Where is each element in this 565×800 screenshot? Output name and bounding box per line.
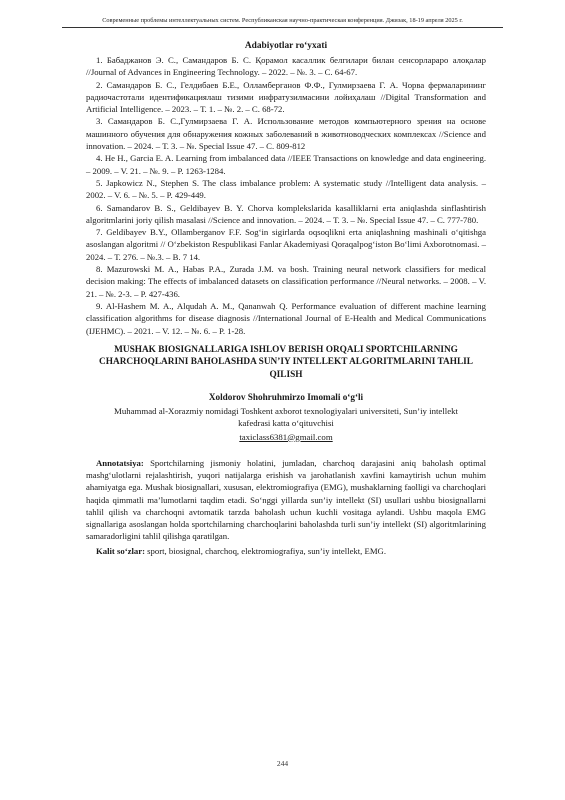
reference-item: 9. Al-Hashem M. A., Alqudah A. M., Qananwah Q. Performance evaluation of different machine learning classification algorithms for disease diagnosis //International Journal of E-Health and Medical Communications (IJEHMC). – 2021. – V. 12. – №. 6. – P. 1-28. — [86, 300, 486, 336]
reference-item: 8. Mazurowski M. A., Habas P.A., Zurada J.M. va bosh. Training neural network classifiers for medical decision making: The effects of imbalanced datasets on classification performance //Neural networks. – 2008. – V. 21. – №. 2-3. – P. 427-436. — [86, 264, 486, 299]
reference-item: 5. Japkowicz N., Stephen S. The class imbalance problem: A systematic study //Intelligent data analysis. – 2002. – V. 6. – №. 5. – P. 429-449. — [86, 177, 486, 201]
article-title: MUSHAK BIOSIGNALLARIGA ISHLOV BERISH ORQALI SPORTCHILARNING CHARCHOQLARINI BAHOLASHDA SUN’IY INTELLEKT ALGORITMLARINI TAHLIL QILISH — [99, 344, 473, 380]
reference-item: 6. Samandarov B. S., Geldibayev B. Y. Chorva komplekslarida kasalliklarni erta aniqlashda sinflashtirish algoritmlarini joriy qilish masalasi //Science and innovation. – 2024. – Т. 3. – №. Special Issue 47. – С. 777-780. — [86, 202, 486, 225]
reference-item: 3. Самандаров Б. С.,Гулмирзаева Г. А. Использование методов компьютерного зрения на основе машинного обучения для обнаружения кожных заболеваний в животноводческих комплексах //Science and innovation. – 2024. – Т. 3. – №. Special Issue 47. – С. 809-812 — [86, 116, 486, 152]
reference-item: 1. Бабаджанов Э. С., Самандаров Б. С. Қорамол касаллик белгилари билан сенсорлараро алоқалар //Journal of Advances in Engineering Technology. – 2022. – №. 3. – С. 64-67. — [86, 55, 486, 78]
author-name: Xoldorov Shohruhmirzo Imomali o‘g‘li — [208, 392, 364, 403]
abstract — [86, 457, 486, 543]
keywords-label: Kalit so‘zlar: — [96, 545, 145, 556]
references-title: Adabiyotlar ro‘yxati — [244, 41, 328, 51]
email-link[interactable]: taxiclass6381@gmail.com — [239, 431, 333, 442]
page-number: 244 — [276, 759, 289, 768]
author-email — [86, 431, 486, 443]
references-list — [86, 54, 486, 337]
running-header: Современные проблемы интеллектуальных систем. Республиканская научно-практическая конференция. Джизак, 18-19 апреля 2025 г. — [62, 17, 503, 28]
reference-item: 2. Самандаров Б. С., Гелдибаев Б.Е., Олламберганов Ф.Ф., Гулмирзаева Г. А. Чорва фермаларининг радиочастотали идентификациялаш тизими инфратузилмасини лойиҳалаш //Digital Transformation and Artificial Intelligence. – 2023. – Т. 1. – №. 2. – С. 68-72. — [86, 79, 486, 115]
abstract-text: Sportchilarning jismoniy holatini, jumladan, charchoq darajasini aniq baholash optimal mashg‘ulotlarni rejalashtirish, yuqori natijalarga erishish va jarohatlanish xavfini kamaytirish uchun muhim ahamiyatga ega. Mushak biosignallari, xususan, elektromiografiya (EMG), mushaklarning faolligi va charchoqlari haqida qimmatli ma’lumotlarni taqdim etadi. So‘nggi yillarda sun’iy intellekt (SI) usullari ushbu biosignallarni tahlil qilish va charchoqni avtomatik tarzda baholash uchun kuchli vositaga aylandi. Ushbu maqola EMG signallariga asoslangan holda sportchilarning charchoqlarini baholashda turli sun’iy intellekt (SI) algoritmlarining samaradorligini tahlil qilishga qaratilgan. — [86, 457, 486, 542]
keywords-text: sport, biosignal, charchoq, elektromiografiya, sun’iy intellekt, EMG. — [144, 545, 387, 556]
reference-item: 4. He H., Garcia E. A. Learning from imbalanced data //IEEE Transactions on knowledge and data engineering. – 2009. – V. 21. – №. 9. – P. 1263-1284. — [86, 153, 486, 176]
page-content — [86, 40, 486, 557]
author-affiliation: Muhammad al-Xorazmiy nomidagi Toshkent axborot texnologiyalari universiteti, Sun’iy intellekt kafedrasi katta o‘qituvchisi — [114, 406, 458, 429]
reference-item: 7. Geldibayev B.Y., Ollamberganov F.F. Sog‘in sigirlarda oqsoqlikni erta aniqlashning mashinali o‘qitishga asoslangan algoritmi // O‘zbekiston Respublikasi Fanlar Akademiyasi Qoraqalpog‘iston Bo‘limi Axborotnomasi. – 2024. – Т. 276. – №.3. – В. 7 14. — [86, 227, 486, 262]
keywords — [86, 545, 486, 557]
abstract-label: Annotatsiya: — [96, 457, 144, 468]
